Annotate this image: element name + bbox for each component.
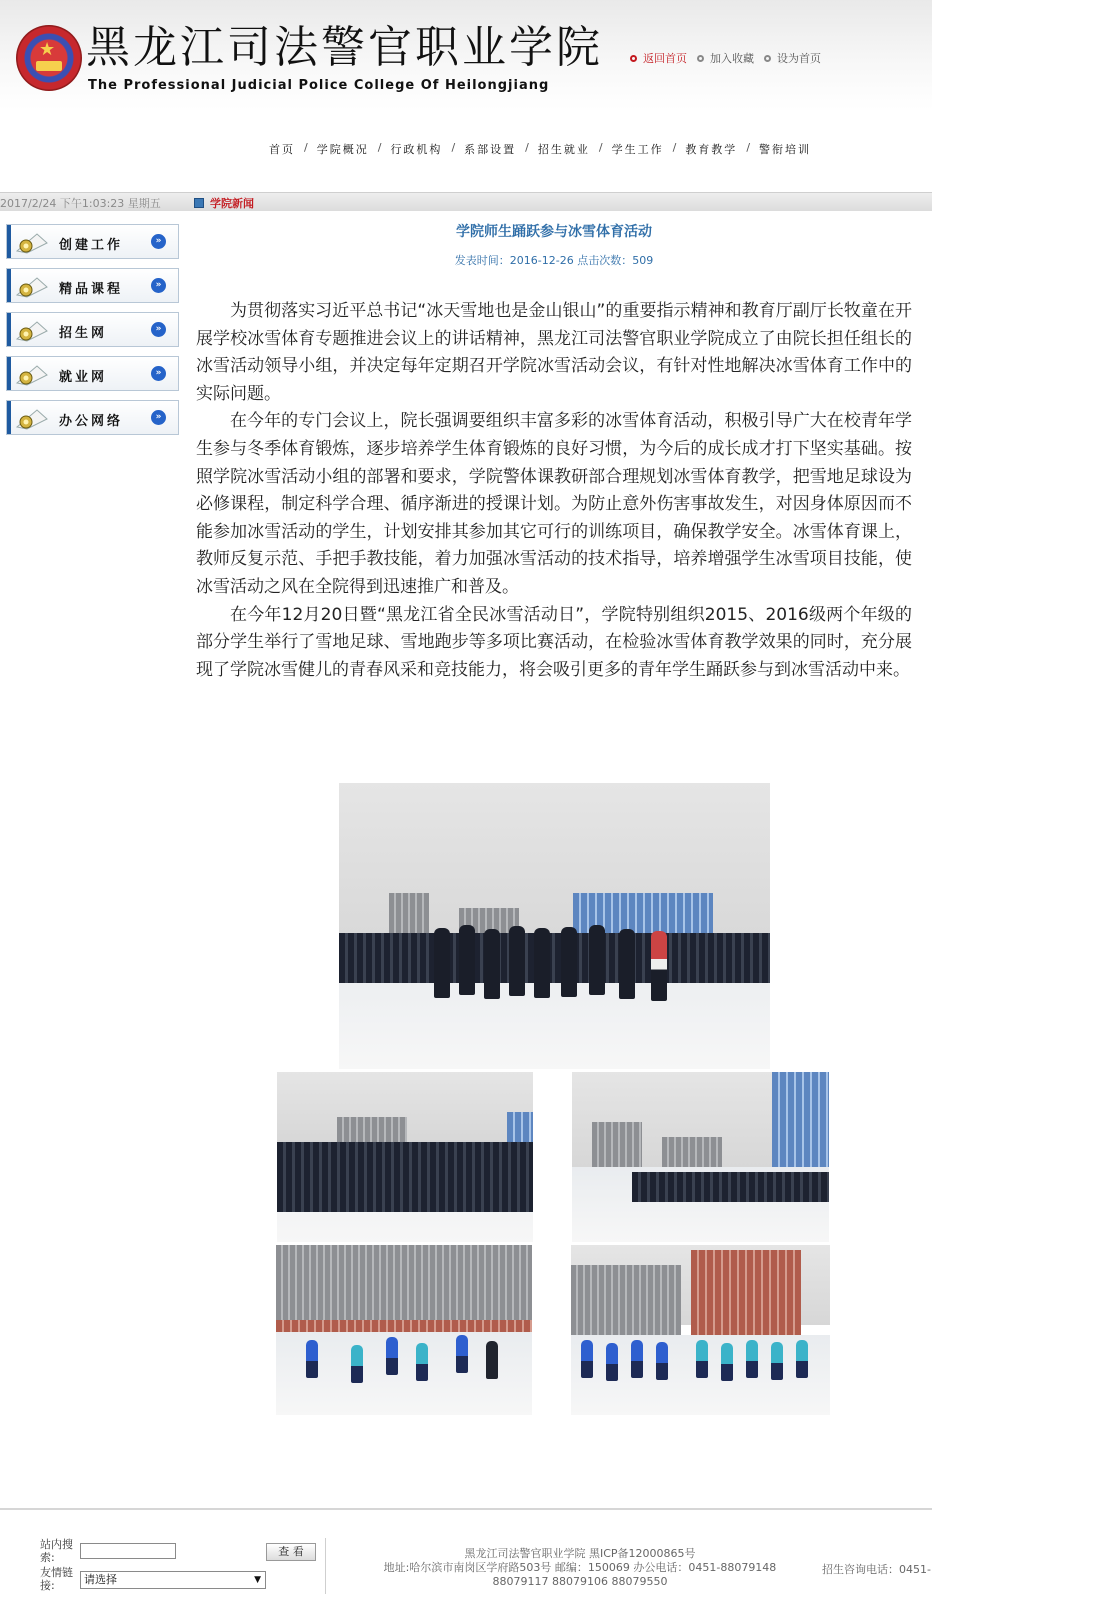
article-body: [196, 298, 912, 684]
double-chevron-right-icon: »: [151, 278, 166, 293]
article-paragraph: 为贯彻落实习近平总书记“冰天雪地也是金山银山”的重要指示精神和教育厅副厅长牧童在开展学校冰雪体育专题推进会议上的讲话精神，黑龙江司法警官职业学院成立了由院长担任组长的冰雪活动领导小组，并决定每年定期召开学院冰雪活动会议，有针对性地解决冰雪体育工作中的实际问题。: [196, 301, 912, 404]
link-label: 设为首页: [777, 52, 821, 65]
article-photo-group: [339, 783, 770, 1069]
link-add-favorite[interactable]: [697, 50, 754, 66]
info-bar: [0, 192, 932, 211]
sidebar-item-label: 就业网: [59, 370, 108, 385]
link-label: 返回首页: [643, 52, 687, 65]
sidebar: [6, 224, 179, 444]
search-label: 站内搜索:: [40, 1538, 73, 1564]
sidebar-item-label: 精品课程: [59, 282, 124, 297]
article-photo-team: [571, 1245, 830, 1415]
footer-vertical-divider: [325, 1538, 326, 1594]
college-name-en: The Professional Judicial Police College Of Heilongjiang: [88, 78, 550, 93]
nav-home[interactable]: 首页: [269, 143, 295, 156]
sidebar-item-label: 创建工作: [59, 238, 124, 253]
search-button[interactable]: 查 看: [266, 1543, 316, 1561]
article-photo-snow-football: [276, 1245, 532, 1415]
main-nav: 首页 / 学院概况 / 行政机构 / 系部设置 / 招生就业 / 学生工作 / 教育教学 / 警衔培训: [269, 141, 812, 156]
badge-icon: [15, 275, 49, 299]
article-title: 学院师生踊跃参与冰雪体育活动: [456, 224, 652, 240]
footer-address: 地址:哈尔滨市南岗区学府路503号 邮编：150069 办公电话：0451-88079148: [383, 1561, 777, 1574]
sidebar-item-admissions-site[interactable]: [6, 312, 179, 347]
nav-student-affairs[interactable]: 学生工作: [611, 143, 664, 156]
square-bullet-icon: [194, 198, 204, 208]
link-label: 加入收藏: [710, 52, 754, 65]
sidebar-item-creation-work[interactable]: [6, 224, 179, 259]
current-datetime: 2017/2/24 下午1:03:23 星期五: [0, 197, 161, 210]
footer-divider-line: [0, 1508, 932, 1510]
article-meta: 发表时间：2016-12-26 点击次数：509: [454, 254, 654, 267]
badge-icon: [15, 319, 49, 343]
sidebar-item-label: 招生网: [59, 326, 108, 341]
double-chevron-right-icon: »: [151, 234, 166, 249]
nav-departments[interactable]: 系部设置: [464, 143, 517, 156]
article-paragraph: 在今年的专门会议上，院长强调要组织丰富多彩的冰雪体育活动，积极引导广大在校青年学生参与冬季体育锻炼，逐步培养学生体育锻炼的良好习惯，为今后的成长成才打下坚实基础。按照学院冰雪活动小组的部署和要求，学院警体课教研部合理规划冰雪体育教学，把雪地足球设为必修课程，制定科学合理、循序渐进的授课计划。为防止意外伤害事故发生，对因身体原因而不能参加冰雪活动的学生，计划安排其参加其它可行的训练项目，确保教学安全。冰雪体育课上，教师反复示范、手把手教技能，着力加强冰雪活动的技术指导，培养增强学生冰雪项目技能，使冰雪活动之风在全院得到迅速推广和普及。: [196, 411, 912, 597]
top-links: [630, 50, 821, 66]
article-paragraph: 在今年12月20日暨“黑龙江省全民冰雪活动日”，学院特别组织2015、2016级两个年级的部分学生举行了雪地足球、雪地跑步等多项比赛活动，在检验冰雪体育教学效果的同时，充分展现了学院冰雪健儿的青春风采和竞技能力，将会吸引更多的青年学生踊跃参与到冰雪活动中来。: [196, 604, 912, 680]
footer-info: [350, 1547, 810, 1589]
sidebar-item-label: 办公网络: [59, 414, 124, 429]
friendly-links-label: 友情链接:: [40, 1566, 73, 1592]
bullet-icon: [697, 55, 704, 62]
nav-college-overview[interactable]: 学院概况: [316, 143, 369, 156]
search-input[interactable]: [80, 1543, 176, 1559]
college-seal-logo[interactable]: [16, 25, 82, 91]
chevron-down-icon: ▼: [254, 1575, 261, 1585]
star-icon: ★: [39, 39, 56, 60]
double-chevron-right-icon: »: [151, 410, 166, 425]
friendly-links-select[interactable]: [80, 1571, 266, 1589]
badge-icon: [15, 407, 49, 431]
nav-teaching[interactable]: 教育教学: [685, 143, 738, 156]
section-label[interactable]: 学院新闻: [210, 197, 254, 210]
bullet-icon: [764, 55, 771, 62]
link-return-home[interactable]: [630, 50, 687, 66]
nav-administration[interactable]: 行政机构: [390, 143, 443, 156]
double-chevron-right-icon: »: [151, 366, 166, 381]
article-photo-running: [572, 1072, 829, 1242]
sidebar-item-office-network[interactable]: [6, 400, 179, 435]
sidebar-item-quality-courses[interactable]: [6, 268, 179, 303]
nav-admissions-employment[interactable]: 招生就业: [537, 143, 590, 156]
section-heading: [194, 195, 254, 211]
double-chevron-right-icon: »: [151, 322, 166, 337]
bullet-icon: [630, 55, 637, 62]
college-name-cn: 黑龙江司法警官职业学院: [86, 22, 603, 73]
link-set-homepage[interactable]: [764, 50, 821, 66]
sidebar-item-employment-site[interactable]: [6, 356, 179, 391]
badge-icon: [15, 363, 49, 387]
article-photo-formation: [277, 1072, 533, 1242]
footer-copyright: 黑龙江司法警官职业学院 黑ICP备12000865号: [464, 1547, 696, 1560]
admissions-consult-phone: 招生咨询电话：0451-: [822, 1563, 931, 1576]
site-header: [0, 0, 932, 190]
footer-phones: 88079117 88079106 88079550: [492, 1575, 668, 1588]
select-value: 请选择: [84, 1573, 117, 1586]
badge-icon: [15, 231, 49, 255]
nav-police-rank-training[interactable]: 警衔培训: [759, 143, 812, 156]
